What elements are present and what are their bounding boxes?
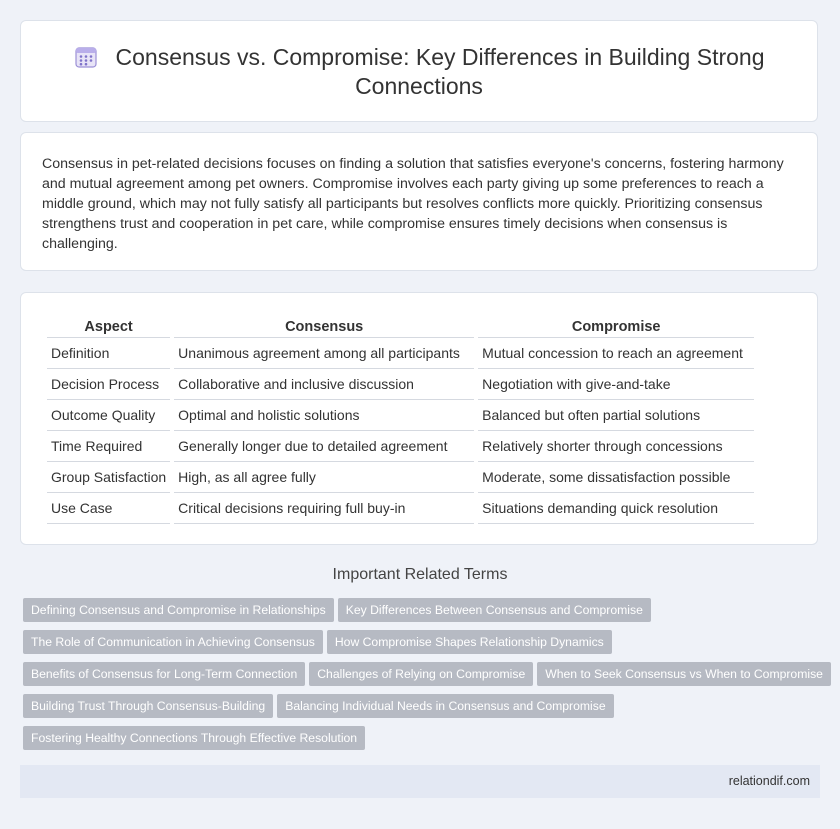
consensus-cell: Unanimous agreement among all participants bbox=[174, 338, 474, 369]
related-term-tag[interactable]: Challenges of Relying on Compromise bbox=[309, 662, 533, 686]
related-term-tag[interactable]: Balancing Individual Needs in Consensus and Compromise bbox=[277, 694, 613, 718]
related-term-tag[interactable]: When to Seek Consensus vs When to Compromise bbox=[537, 662, 831, 686]
comparison-table bbox=[43, 315, 758, 524]
compromise-cell: Negotiation with give-and-take bbox=[478, 369, 754, 400]
consensus-cell: Collaborative and inclusive discussion bbox=[174, 369, 474, 400]
aspect-cell: Decision Process bbox=[47, 369, 170, 400]
table-row bbox=[47, 431, 754, 462]
compromise-cell: Balanced but often partial solutions bbox=[478, 400, 754, 431]
table-row bbox=[47, 338, 754, 369]
related-term-tag[interactable]: Key Differences Between Consensus and Compromise bbox=[338, 598, 651, 622]
consensus-cell: High, as all agree fully bbox=[174, 462, 474, 493]
header-aspect: Aspect bbox=[47, 315, 170, 338]
related-terms-list bbox=[23, 598, 823, 758]
table-header-row bbox=[47, 315, 754, 338]
compromise-cell: Relatively shorter through concessions bbox=[478, 431, 754, 462]
related-term-tag[interactable]: Benefits of Consensus for Long-Term Connection bbox=[23, 662, 305, 686]
table-row bbox=[47, 462, 754, 493]
aspect-cell: Group Satisfaction bbox=[47, 462, 170, 493]
aspect-cell: Outcome Quality bbox=[47, 400, 170, 431]
page-title-wrap bbox=[21, 43, 817, 101]
consensus-cell: Generally longer due to detailed agreement bbox=[174, 431, 474, 462]
related-term-tag[interactable]: The Role of Communication in Achieving Consensus bbox=[23, 630, 323, 654]
aspect-cell: Time Required bbox=[47, 431, 170, 462]
related-term-tag[interactable]: How Compromise Shapes Relationship Dynamics bbox=[327, 630, 612, 654]
aspect-cell: Definition bbox=[47, 338, 170, 369]
intro-card bbox=[20, 132, 818, 271]
intro-text: Consensus in pet-related decisions focuses on finding a solution that satisfies everyone's concerns, fostering harmony and mutual agreement among pet owners. Compromise involves each party giving up some preferences to reach a middle ground, which may not fully satisfy all participants but resolves conflicts more quickly. Prioritizing consensus strengthens trust and cooperation in pet care, while compromise ensures timely decisions when consensus is challenging. bbox=[42, 156, 784, 252]
footer-site-link[interactable]: relationdif.com bbox=[728, 774, 810, 788]
calendar-grid-icon bbox=[74, 45, 98, 69]
related-terms-title: Important Related Terms bbox=[332, 566, 508, 583]
consensus-cell: Optimal and holistic solutions bbox=[174, 400, 474, 431]
footer bbox=[20, 765, 820, 798]
header-compromise: Compromise bbox=[478, 315, 754, 338]
compromise-cell: Situations demanding quick resolution bbox=[478, 493, 754, 524]
header-consensus: Consensus bbox=[174, 315, 474, 338]
header-card bbox=[20, 20, 818, 122]
compromise-cell: Mutual concession to reach an agreement bbox=[478, 338, 754, 369]
table-row bbox=[47, 369, 754, 400]
compromise-cell: Moderate, some dissatisfaction possible bbox=[478, 462, 754, 493]
related-term-tag[interactable]: Fostering Healthy Connections Through Effective Resolution bbox=[23, 726, 365, 750]
aspect-cell: Use Case bbox=[47, 493, 170, 524]
consensus-cell: Critical decisions requiring full buy-in bbox=[174, 493, 474, 524]
related-term-tag[interactable]: Building Trust Through Consensus-Building bbox=[23, 694, 273, 718]
table-row bbox=[47, 400, 754, 431]
related-term-tag[interactable]: Defining Consensus and Compromise in Relationships bbox=[23, 598, 334, 622]
comparison-card bbox=[20, 292, 818, 545]
page-title: Consensus vs. Compromise: Key Differences in Building Strong Connections bbox=[115, 44, 765, 99]
table-row bbox=[47, 493, 754, 524]
